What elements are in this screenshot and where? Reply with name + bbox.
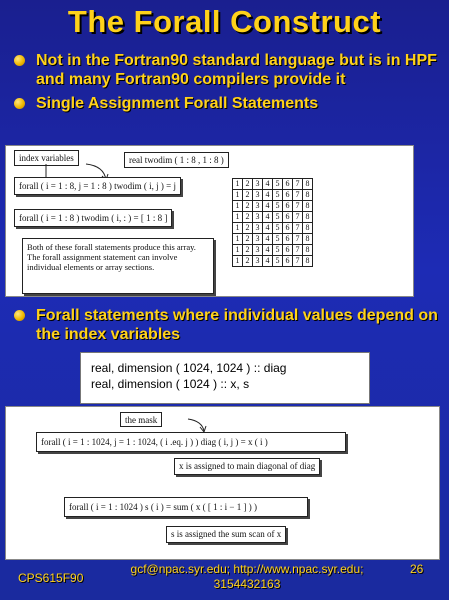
grid-cell: 1 bbox=[233, 190, 243, 201]
grid-cell: 6 bbox=[283, 256, 293, 267]
slide-title: The Forall Construct bbox=[67, 4, 382, 39]
bullet-3 bbox=[14, 306, 444, 346]
forall-mask-statement: forall ( i = 1 : 1024, j = 1 : 1024, ( i .eq. j ) ) diag ( i, j ) = x ( i ) bbox=[36, 432, 346, 452]
grid-cell: 7 bbox=[293, 234, 303, 245]
figure-index-dependent bbox=[5, 406, 440, 560]
forall-statement-2: forall ( i = 1 : 8 ) twodim ( i, : ) = [ 1 : 8 ] bbox=[14, 209, 172, 227]
grid-cell: 4 bbox=[263, 223, 273, 234]
grid-cell: 8 bbox=[303, 245, 313, 256]
grid-cell: 7 bbox=[293, 190, 303, 201]
grid-cell: 8 bbox=[303, 234, 313, 245]
diagonal-note: x is assigned to main diagonal of diag bbox=[174, 458, 320, 475]
grid-cell: 4 bbox=[263, 190, 273, 201]
bullet-dot-icon bbox=[14, 310, 25, 321]
grid-cell: 2 bbox=[243, 223, 253, 234]
grid-cell: 1 bbox=[233, 201, 243, 212]
grid-cell: 5 bbox=[273, 190, 283, 201]
grid-cell: 5 bbox=[273, 234, 283, 245]
sum-scan-note: s is assigned the sum scan of x bbox=[166, 526, 286, 543]
grid-cell: 8 bbox=[303, 223, 313, 234]
grid-cell: 8 bbox=[303, 256, 313, 267]
grid-row bbox=[233, 201, 313, 212]
figure-single-assignment bbox=[5, 145, 414, 297]
grid-row bbox=[233, 190, 313, 201]
grid-row bbox=[233, 256, 313, 267]
grid-row bbox=[233, 223, 313, 234]
grid-cell: 1 bbox=[233, 223, 243, 234]
grid-cell: 5 bbox=[273, 212, 283, 223]
grid-cell: 8 bbox=[303, 190, 313, 201]
grid-cell: 3 bbox=[253, 190, 263, 201]
grid-cell: 5 bbox=[273, 245, 283, 256]
grid-cell: 1 bbox=[233, 256, 243, 267]
grid-row bbox=[233, 245, 313, 256]
grid-cell: 8 bbox=[303, 179, 313, 190]
grid-cell: 5 bbox=[273, 179, 283, 190]
grid-cell: 7 bbox=[293, 179, 303, 190]
grid-cell: 7 bbox=[293, 212, 303, 223]
grid-cell: 3 bbox=[253, 179, 263, 190]
declarations-code-panel bbox=[80, 352, 370, 404]
grid-cell: 6 bbox=[283, 190, 293, 201]
result-array-grid bbox=[232, 178, 313, 267]
bullet-dot-icon bbox=[14, 98, 25, 109]
grid-row bbox=[233, 179, 313, 190]
grid-row bbox=[233, 234, 313, 245]
grid-cell: 5 bbox=[273, 223, 283, 234]
bullet-1-text: Not in the Fortran90 standard language but is in HPF and many Fortran90 compilers provide it bbox=[36, 52, 437, 88]
grid-cell: 3 bbox=[253, 201, 263, 212]
footer-page-number: 26 bbox=[410, 562, 424, 576]
grid-cell: 4 bbox=[263, 256, 273, 267]
grid-cell: 2 bbox=[243, 234, 253, 245]
grid-cell: 2 bbox=[243, 201, 253, 212]
grid-cell: 2 bbox=[243, 245, 253, 256]
grid-cell: 1 bbox=[233, 234, 243, 245]
grid-cell: 4 bbox=[263, 201, 273, 212]
grid-cell: 3 bbox=[253, 256, 263, 267]
grid-cell: 4 bbox=[263, 234, 273, 245]
code-line-2: real, dimension ( 1024 ) :: x, s bbox=[91, 377, 250, 391]
grid-cell: 1 bbox=[233, 212, 243, 223]
forall-sum-statement: forall ( i = 1 : 1024 ) s ( i ) = sum ( x ( [ 1 : i − 1 ] ) ) bbox=[64, 497, 308, 517]
grid-cell: 6 bbox=[283, 201, 293, 212]
forall-statement-1: forall ( i = 1 : 8, j = 1 : 8 ) twodim ( i, j ) = j bbox=[14, 177, 181, 195]
grid-cell: 6 bbox=[283, 179, 293, 190]
grid-cell: 6 bbox=[283, 234, 293, 245]
grid-cell: 1 bbox=[233, 245, 243, 256]
bullet-2 bbox=[14, 94, 444, 114]
bullet-2-text: Single Assignment Forall Statements bbox=[36, 95, 319, 112]
grid-cell: 2 bbox=[243, 190, 253, 201]
footer-contact: gcf@npac.syr.edu; http://www.npac.syr.edu; 3154432163 bbox=[130, 562, 364, 591]
grid-cell: 8 bbox=[303, 201, 313, 212]
grid-cell: 8 bbox=[303, 212, 313, 223]
grid-cell: 7 bbox=[293, 201, 303, 212]
grid-cell: 3 bbox=[253, 234, 263, 245]
grid-cell: 4 bbox=[263, 212, 273, 223]
grid-cell: 6 bbox=[283, 223, 293, 234]
code-line-1: real, dimension ( 1024, 1024 ) :: diag bbox=[91, 361, 287, 375]
grid-cell: 4 bbox=[263, 179, 273, 190]
bullet-1 bbox=[14, 51, 444, 91]
mask-label: the mask bbox=[120, 412, 162, 427]
bullet-3-text: Forall statements where individual values depend on the index variables bbox=[36, 307, 438, 343]
grid-cell: 7 bbox=[293, 223, 303, 234]
grid-cell: 3 bbox=[253, 223, 263, 234]
grid-cell: 4 bbox=[263, 245, 273, 256]
grid-cell: 1 bbox=[233, 179, 243, 190]
grid-cell: 3 bbox=[253, 245, 263, 256]
footer-course: CPS615F90 bbox=[18, 571, 84, 585]
grid-cell: 2 bbox=[243, 256, 253, 267]
bullet-dot-icon bbox=[14, 55, 25, 66]
grid-cell: 6 bbox=[283, 212, 293, 223]
grid-cell: 3 bbox=[253, 212, 263, 223]
grid-cell: 6 bbox=[283, 245, 293, 256]
grid-cell: 2 bbox=[243, 212, 253, 223]
grid-cell: 2 bbox=[243, 179, 253, 190]
declaration-box: real twodim ( 1 : 8 , 1 : 8 ) bbox=[124, 152, 229, 168]
grid-cell: 7 bbox=[293, 245, 303, 256]
grid-row bbox=[233, 212, 313, 223]
grid-cell: 5 bbox=[273, 201, 283, 212]
grid-cell: 7 bbox=[293, 256, 303, 267]
grid-cell: 5 bbox=[273, 256, 283, 267]
index-variables-label: index variables bbox=[14, 150, 79, 166]
explanation-note: Both of these forall statements produce this array. The forall assignment statement can involve individual elements or array sections. bbox=[22, 238, 214, 294]
